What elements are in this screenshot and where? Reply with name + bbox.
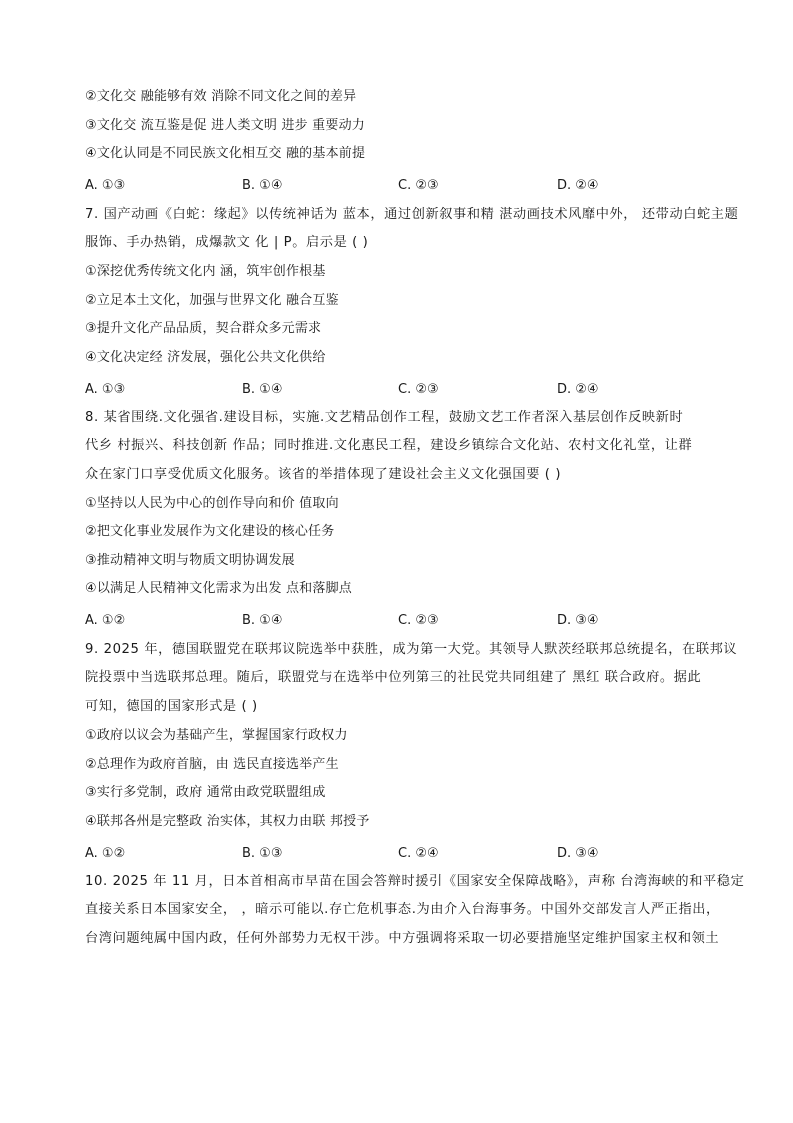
q8-option-a[interactable]: A. ①② <box>85 613 126 628</box>
q7-item-3: ③提升文化产品品质，契合群众多元需求 <box>85 321 322 336</box>
q9-stem-line-1: 9. 2025 年，德国联盟党在联邦议院选举中获胜，成为第一大党。其领导人默茨经联邦总统提名，在联邦议 <box>85 642 738 657</box>
q10-stem-line-3: 台湾问题纯属中国内政，任何外部势力无权干涉。中方强调将采取一切必要措施坚定维护国家主权和领土 <box>85 931 720 946</box>
q6-options <box>85 177 725 195</box>
q9-option-c[interactable]: C. ②④ <box>398 846 439 861</box>
q7-item-2: ②立足本土文化，加强与世界文化 融合互鉴 <box>85 293 339 308</box>
q8-stem-line-3: 众在家门口享受优质文化服务。该省的举措体现了建设社会主义文化强国要 ( ) <box>85 467 562 482</box>
q8-option-c[interactable]: C. ②③ <box>398 613 439 628</box>
q6-option-a[interactable]: A. ①③ <box>85 178 126 193</box>
q8-item-1: ①坚持以人民为中心的创作导向和价 值取向 <box>85 496 339 511</box>
q9-item-3: ③实行多党制，政府 通常由政党联盟组成 <box>85 785 326 800</box>
q8-item-2: ②把文化事业发展作为文化建设的核心任务 <box>85 524 335 539</box>
q7-option-d[interactable]: D. ②④ <box>557 382 599 397</box>
q8-stem-line-2: 代乡 村振兴、科技创新 作品；同时推进.文化惠民工程，建设乡镇综合文化站、农村文化礼堂，让群 <box>85 438 693 453</box>
q6-item-3: ③文化交 流互鉴是促 进人类文明 进步 重要动力 <box>85 118 365 133</box>
q7-stem-line-1: 7. 国产动画《白蛇：缘起》以传统神话为 蓝本，通过创新叙事和精 湛动画技术风靡中外， 还带动白蛇主题 <box>85 207 739 222</box>
q7-option-b[interactable]: B. ①④ <box>242 382 283 397</box>
q9-stem-line-2: 院投票中当选联邦总理。随后，联盟党与在选举中位列第三的社民党共同组建了 黑红 联合政府。据此 <box>85 670 702 685</box>
q8-option-b[interactable]: B. ①④ <box>242 613 283 628</box>
q9-item-4: ④联邦各州是完整政 治实体，其权力由联 邦授予 <box>85 814 370 829</box>
q6-item-2: ②文化交 融能够有效 消除不同文化之间的差异 <box>85 89 357 104</box>
q9-item-1: ①政府以议会为基础产生，掌握国家行政权力 <box>85 728 348 743</box>
q7-item-4: ④文化决定经 济发展，强化公共文化供给 <box>85 350 326 365</box>
q8-item-4: ④以满足人民精神文化需求为出发 点和落脚点 <box>85 581 352 596</box>
q6-option-b[interactable]: B. ①④ <box>242 178 283 193</box>
q8-options <box>85 612 725 630</box>
q9-option-b[interactable]: B. ①③ <box>242 846 283 861</box>
q7-option-a[interactable]: A. ①③ <box>85 382 126 397</box>
q9-option-a[interactable]: A. ①② <box>85 846 126 861</box>
q7-option-c[interactable]: C. ②③ <box>398 382 439 397</box>
q8-stem-line-1: 8. 某省围绕.文化强省.建设目标，实施.文艺精品创作工程，鼓励文艺工作者深入基层创作反映新时 <box>85 410 684 425</box>
q9-options <box>85 845 725 863</box>
q8-option-d[interactable]: D. ③④ <box>557 613 599 628</box>
q10-stem-line-2: 直接关系日本国家安全， ，暗示可能以.存亡危机事态.为由介入台海事务。中国外交部发言人严正指出， <box>85 902 720 917</box>
q6-option-d[interactable]: D. ②④ <box>557 178 599 193</box>
q10-stem-line-1: 10. 2025 年 11 月，日本首相高市早苗在国会答辩时援引《国家安全保障战略》，声称 台湾海峡的和平稳定 <box>85 874 745 889</box>
q9-item-2: ②总理作为政府首脑，由 选民直接选举产生 <box>85 757 339 772</box>
q9-stem-line-3: 可知，德国的国家形式是 ( ) <box>85 699 258 714</box>
q7-stem-line-2: 服饰、手办热销，成爆款文 化 | P。启示是 ( ) <box>85 235 369 250</box>
q7-options <box>85 381 725 399</box>
q6-item-4: ④文化认同是不同民族文化相互交 融的基本前提 <box>85 146 366 161</box>
q9-option-d[interactable]: D. ③④ <box>557 846 599 861</box>
q8-item-3: ③推动精神文明与物质文明协调发展 <box>85 553 295 568</box>
q6-option-c[interactable]: C. ②③ <box>398 178 439 193</box>
q7-item-1: ①深挖优秀传统文化内 涵，筑牢创作根基 <box>85 264 326 279</box>
